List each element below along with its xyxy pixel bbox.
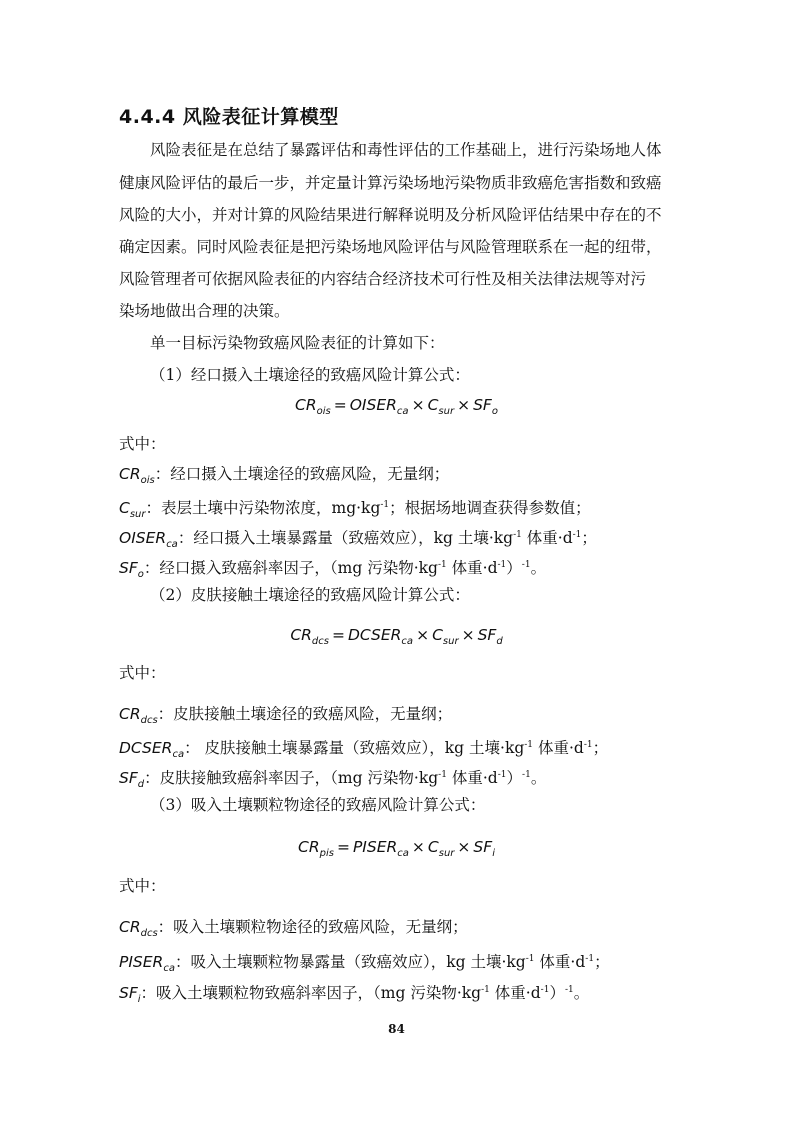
definition-line: $CR_{ois}$：经口摄入土壤途径的致癌风险，无量纲； xyxy=(119,465,450,487)
section-title: （2）皮肤接触土壤途径的致癌风险计算公式： xyxy=(150,586,470,604)
page-number: 84 xyxy=(388,1022,405,1036)
where-label: 式中： xyxy=(119,435,166,453)
definition-line: $DCSER_{ca}$： 皮肤接触土壤暴露量（致癌效应），kg 土壤$\cdot kg^{-1}$ 体重$\cdot d^{-1}$； xyxy=(119,739,609,761)
where-label: 式中： xyxy=(119,664,166,682)
definition-line: $PISER_{ca}$：吸入土壤颗粒物暴露量（致癌效应），kg 土壤$\cdot kg^{-1}$ 体重$\cdot d^{-1}$； xyxy=(119,953,610,975)
where-label: 式中： xyxy=(119,877,166,895)
definition-line: $OISER_{ca}$：经口摄入土壤暴露量（致癌效应），kg 土壤$\cdot kg^{-1}$ 体重$\cdot d^{-1}$； xyxy=(119,529,597,551)
section-title: （1）经口摄入土壤途径的致癌风险计算公式： xyxy=(150,366,470,384)
definition-line: $SF_o$：经口摄入致癌斜率因子，（mg 污染物$\cdot kg^{-1}$ 体重$\cdot d^{-1})^{-1}$。 xyxy=(119,559,547,581)
definition-line: $SF_i$：吸入土壤颗粒物致癌斜率因子，（mg 污染物$\cdot kg^{-1}$ 体重$\cdot d^{-1})^{-1}$。 xyxy=(119,984,590,1006)
section-title: （3）吸入土壤颗粒物途径的致癌风险计算公式： xyxy=(150,796,486,814)
formula: $CR_{ois}$ = $OISER_{ca} \times C_{sur} \times SF_o$ xyxy=(295,396,498,418)
paragraph-line: 染场地做出合理的决策。 xyxy=(119,302,290,320)
definition-line: $CR_{dcs}$：吸入土壤颗粒物途径的致癌风险，无量纲； xyxy=(119,918,468,940)
intro-line: 单一目标污染物致癌风险表征的计算如下： xyxy=(150,334,445,352)
paragraph-line: 风险管理者可依据风险表征的内容结合经济技术可行性及相关法律法规等对污 xyxy=(119,270,647,288)
paragraph-line: 确定因素。同时风险表征是把污染场地风险评估与风险管理联系在一起的纽带， xyxy=(119,238,662,256)
paragraph-line: 风险表征是在总结了暴露评估和毒性评估的工作基础上，进行污染场地人体 xyxy=(150,141,662,159)
formula: $CR_{dcs}$ = $DCSER_{ca} \times C_{sur} \times SF_d$ xyxy=(290,626,503,648)
paragraph-line: 健康风险评估的最后一步，并定量计算污染场地污染物质非致癌危害指数和致癌 xyxy=(119,174,662,192)
formula: $CR_{pis}$ = $PISER_{ca} \times C_{sur} \times SF_i$ xyxy=(298,838,495,860)
section-heading: 4.4.4 风险表征计算模型 xyxy=(119,106,339,128)
definition-line: $C_{sur}$：表层土壤中污染物浓度，$mg\cdot kg^{-1}$；根据场地调查获得参数值； xyxy=(119,499,591,521)
definition-line: $SF_d$：皮肤接触致癌斜率因子，（mg 污染物$\cdot kg^{-1}$ 体重$\cdot d^{-1})^{-1}$。 xyxy=(119,769,547,791)
definition-line: $CR_{dcs}$：皮肤接触土壤途径的致癌风险，无量纲； xyxy=(119,705,453,727)
paragraph-line: 风险的大小，并对计算的风险结果进行解释说明及分析风险评估结果中存在的不 xyxy=(119,206,662,224)
